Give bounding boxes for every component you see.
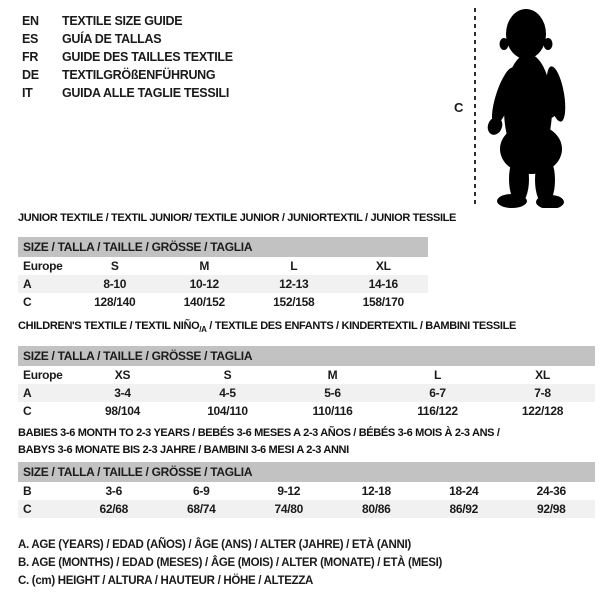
- cell: M: [327, 368, 338, 382]
- cell: 80/86: [361, 502, 391, 516]
- cell: XS: [114, 368, 131, 382]
- cell: 6-7: [429, 386, 446, 400]
- row-label: C: [23, 502, 32, 516]
- table-row: [18, 500, 595, 518]
- row-label: B: [23, 484, 32, 498]
- cell: 3-6: [105, 484, 122, 498]
- cell: 68/74: [186, 502, 216, 516]
- language-label: GUIDE DES TAILLES TEXTILE: [62, 50, 233, 64]
- cell: 24-36: [536, 484, 566, 498]
- row-label: Europe: [23, 259, 63, 273]
- table-row: [18, 293, 428, 311]
- cell: M: [199, 259, 210, 273]
- height-figure: [440, 0, 600, 215]
- cell: 116/122: [417, 404, 458, 418]
- cell: 74/80: [274, 502, 304, 516]
- table-row: [18, 482, 595, 500]
- title-line: BABIES 3-6 MONTH TO 2-3 YEARS / BEBÉS 3-6 MESES A 2-3 AÑOS / BÉBÉS 3-6 MOIS À 2-3 ANS /: [18, 427, 500, 439]
- language-row-fr: [22, 48, 233, 66]
- row-label: C: [23, 404, 32, 418]
- cell: S: [223, 368, 232, 382]
- footnote-a: A. AGE (YEARS) / EDAD (AÑOS) / ÂGE (ANS) / ALTER (JAHRE) / ETÀ (ANNI): [18, 539, 411, 551]
- table-row: [18, 257, 428, 275]
- size-header-bar: SIZE / TALLA / TAILLE / GRÖSSE / TAGLIA: [18, 237, 428, 257]
- cell: 6-9: [193, 484, 210, 498]
- language-code: IT: [22, 86, 33, 100]
- language-code: DE: [22, 68, 39, 82]
- language-label: TEXTILGRÖßENFÜHRUNG: [62, 68, 216, 82]
- cell: XL: [375, 259, 391, 273]
- babies-table: [18, 462, 595, 518]
- title-text: / TEXTILE DES ENFANTS / KINDERTEXTIL / BAMBINI TESSILE: [206, 320, 516, 332]
- cell: 86/92: [449, 502, 479, 516]
- cell: 5-6: [324, 386, 341, 400]
- cell: 12-18: [361, 484, 391, 498]
- junior-table-title: JUNIOR TEXTILE / TEXTIL JUNIOR/ TEXTILE JUNIOR / JUNIORTEXTIL / JUNIOR TESSILE: [18, 212, 457, 224]
- size-header-bar: SIZE / TALLA / TAILLE / GRÖSSE / TAGLIA: [18, 462, 595, 482]
- table-row: [18, 275, 428, 293]
- children-table: [18, 346, 595, 420]
- cell: 158/170: [362, 295, 404, 309]
- cell: 110/116: [312, 404, 353, 418]
- cell: 10-12: [189, 277, 219, 291]
- cell: 92/98: [536, 502, 566, 516]
- cell: 3-4: [114, 386, 131, 400]
- language-row-es: [22, 30, 233, 48]
- cell: 9-12: [277, 484, 301, 498]
- cell: 104/110: [207, 404, 248, 418]
- language-row-en: [22, 12, 233, 30]
- language-code: EN: [22, 14, 39, 28]
- cell: 4-5: [219, 386, 236, 400]
- cell: 18-24: [449, 484, 479, 498]
- cell: 122/128: [521, 404, 564, 418]
- cell: 7-8: [534, 386, 551, 400]
- cell: L: [290, 259, 298, 273]
- row-label: Europe: [23, 368, 63, 382]
- cell: L: [433, 368, 442, 382]
- cell: 128/140: [94, 295, 136, 309]
- baby-silhouette-icon: [486, 4, 580, 208]
- cell: 140/152: [183, 295, 225, 309]
- row-label: A: [23, 386, 32, 400]
- footnote-b: B. AGE (MONTHS) / EDAD (MESES) / ÂGE (MOIS) / ALTER (MONATE) / ETÀ (MESI): [18, 557, 443, 569]
- cell: 152/158: [273, 295, 315, 309]
- cell: 98/104: [105, 404, 140, 418]
- size-header-bar: SIZE / TALLA / TAILLE / GRÖSSE / TAGLIA: [18, 346, 595, 366]
- height-measure-dashed-line: [474, 8, 476, 206]
- title-text: CHILDREN'S TEXTILE / TEXTIL NIÑO: [18, 320, 200, 332]
- language-label: TEXTILE SIZE GUIDE: [62, 14, 183, 28]
- title-subscript: /A: [199, 325, 207, 335]
- table-row: [18, 384, 595, 402]
- cell: XL: [535, 368, 550, 382]
- row-label: A: [23, 277, 32, 291]
- language-label: GUÍA DE TALLAS: [62, 32, 162, 46]
- children-table-title: [18, 320, 516, 334]
- footnotes: [18, 536, 442, 590]
- language-row-de: [22, 66, 233, 84]
- cell: 12-13: [279, 277, 309, 291]
- language-code: FR: [22, 50, 39, 64]
- language-label: GUIDA ALLE TAGLIE TESSILI: [62, 86, 230, 100]
- table-row: [18, 366, 595, 384]
- language-code: ES: [22, 32, 39, 46]
- language-header: [22, 12, 233, 102]
- junior-table: [18, 237, 428, 311]
- table-row: [18, 402, 595, 420]
- title-line: BABYS 3-6 MONATE BIS 2-3 JAHRE / BAMBINI 3-6 MESI A 2-3 ANNI: [18, 444, 349, 456]
- cell: 62/68: [99, 502, 129, 516]
- footnote-c: C. (cm) HEIGHT / ALTURA / HAUTEUR / HÖHE / ALTEZZA: [18, 575, 314, 587]
- height-measure-label: C: [454, 100, 464, 115]
- cell: S: [110, 259, 119, 273]
- cell: 8-10: [103, 277, 127, 291]
- row-label: C: [23, 295, 32, 309]
- language-row-it: [22, 84, 233, 102]
- babies-table-title: [18, 425, 500, 459]
- cell: 14-16: [368, 277, 398, 291]
